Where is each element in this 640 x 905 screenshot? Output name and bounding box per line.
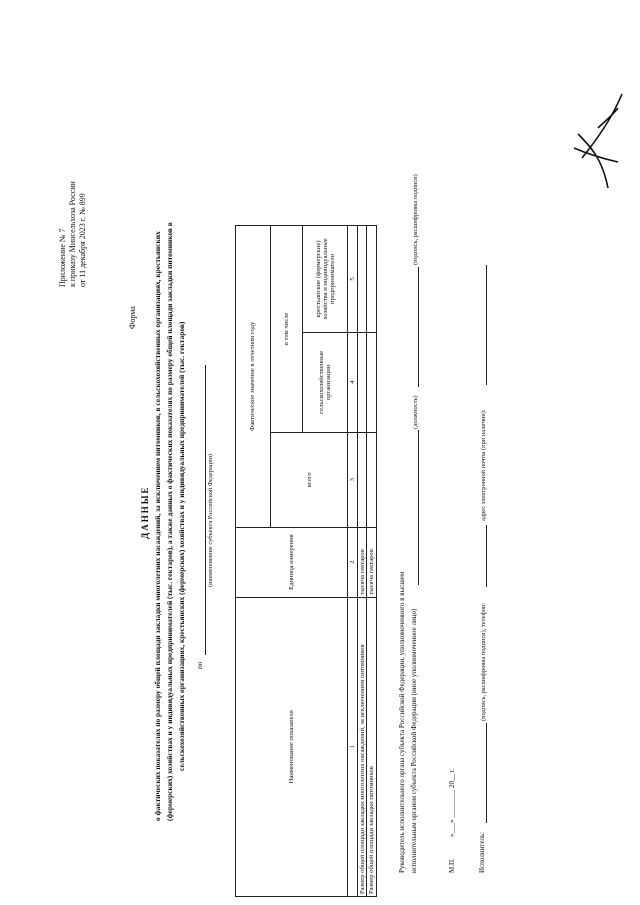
row-agri[interactable] [357, 332, 367, 432]
row-unit: тысяча гектаров [367, 527, 377, 597]
subject-line [205, 365, 206, 655]
header-including: в том числе [270, 226, 302, 433]
header-indicator: Наименование показателя [236, 597, 348, 896]
signature-line [418, 267, 419, 387]
position-line [418, 430, 419, 585]
appendix-line-1: Приложение № 7 [58, 228, 67, 287]
header-agri-orgs: сельскохозяйственные организации [302, 332, 348, 432]
signature-caption: (подпись, расшифровка подписи) [412, 174, 419, 265]
appendix-line-3: от 11 декабря 2023 г. № 899 [78, 193, 87, 287]
row-unit: тысяча гектаров [357, 527, 367, 597]
header-farms: крестьянские (фермерские) хозяйства и индивидуальные предприниматели [302, 226, 348, 333]
row-name: Размер общей площади закладки питомников [367, 597, 377, 896]
handwritten-signature [568, 88, 628, 198]
col-number-3: 3 [348, 432, 358, 527]
email-caption: адрес электронной почты (при наличии): [480, 409, 487, 521]
col-number-4: 4 [348, 332, 358, 432]
po-label: по [196, 661, 204, 669]
col-number-5: 5 [348, 226, 358, 333]
position-caption: (должность) [412, 395, 419, 429]
header-unit: Единица измерения [236, 527, 348, 597]
document-title: ДАННЫЕ [140, 485, 150, 539]
col-number-1: 1 [348, 597, 358, 896]
data-table [235, 225, 377, 897]
row-name: Размер общей площади закладки многолетних насаждений, за исключением питомников [357, 597, 367, 896]
row-agri[interactable] [367, 332, 377, 432]
stamp-label: М.П. [448, 858, 456, 873]
head-line-1: Руководитель исполнительного органа субъекта Российской Федерации, уполномоченного в высшем [398, 571, 406, 873]
header-actual-value: Фактическое значение в отчетном году [236, 226, 271, 528]
form-label: Форма [128, 306, 137, 329]
table-row [357, 226, 367, 897]
row-farms[interactable] [367, 226, 377, 333]
subject-caption: (наименование субъекта Российской Федерации) [207, 453, 214, 587]
row-total[interactable] [357, 432, 367, 527]
title-line-1: о фактических показателях по размеру общей площади закладки многолетних насаждений, за исключением питомников, в сельскохозяйственных организациях, крестьянских [153, 231, 162, 821]
col-number-2: 2 [348, 527, 358, 597]
table-row [367, 226, 377, 897]
phone-line [486, 525, 487, 587]
executor-caption: (подпись, расшифровка подписи), телефон: [480, 602, 487, 721]
executor-label: Исполнитель: [478, 831, 486, 873]
email-line [486, 265, 487, 385]
executor-line [486, 723, 487, 823]
appendix-header [58, 181, 88, 287]
appendix-line-2: к приказу Минсельхоза России [68, 181, 77, 287]
title-line-2: (фермерских) хозяйствах и у индивидуальных предпринимателей (тыс. гектаров), а также данных о фактических показателях по размеру общей площади закладки питомников в [165, 222, 174, 821]
row-total[interactable] [367, 432, 377, 527]
title-line-3: сельскохозяйственных организациях, крестьянских (фермерских) хозяйствах и у индивидуальных предпринимателей (тыс. гектаров) [177, 321, 186, 771]
header-total: всего [270, 432, 347, 527]
date-field[interactable]: «___» ________ 20__ г. [448, 768, 456, 837]
row-farms[interactable] [357, 226, 367, 333]
head-line-2: исполнительным органом субъекта Российской Федерации (иное уполномоченное лицо) [410, 608, 418, 873]
